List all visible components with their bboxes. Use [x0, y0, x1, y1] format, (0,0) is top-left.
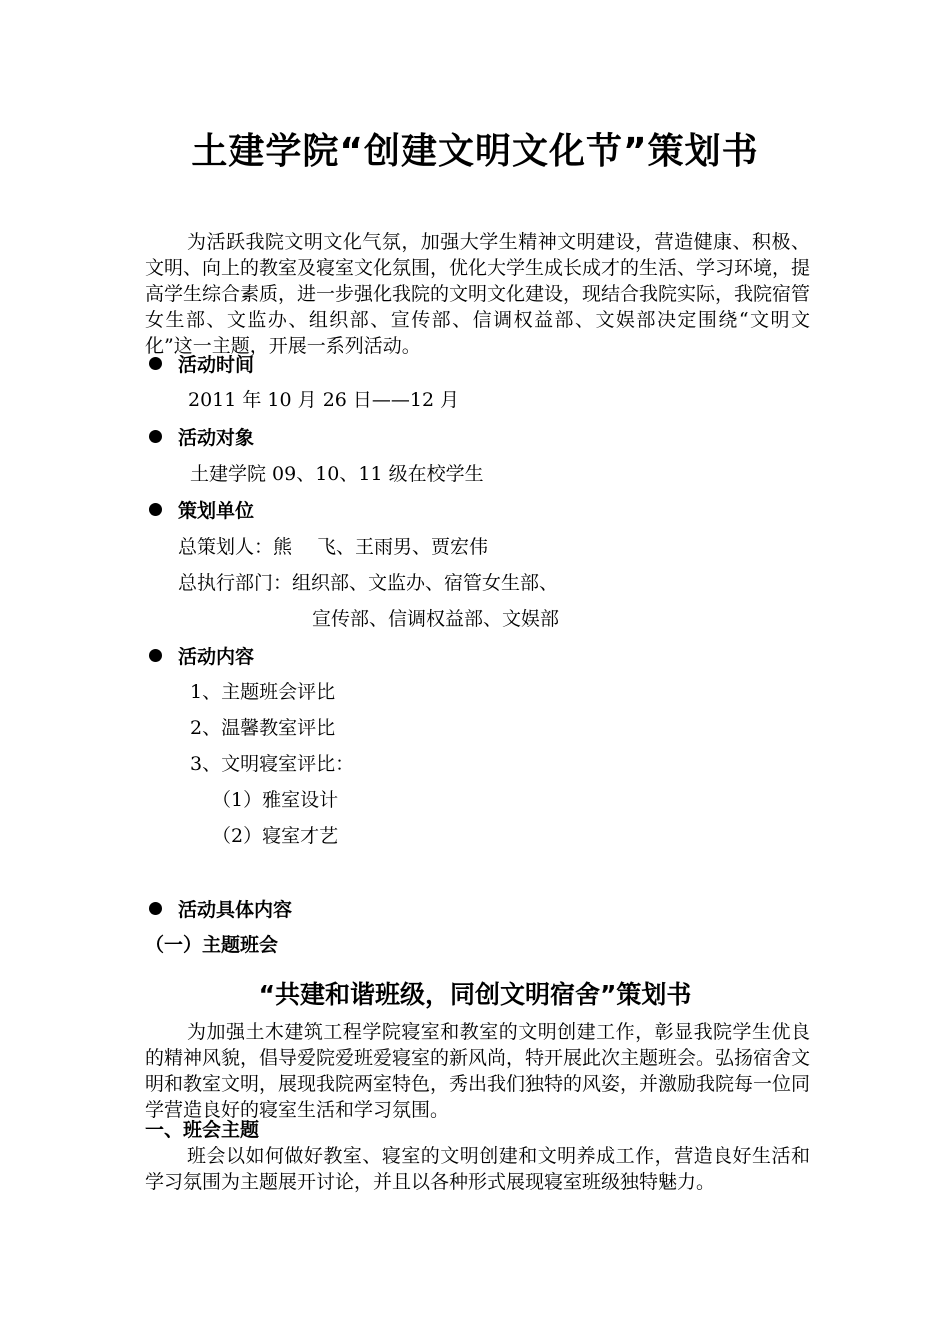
executor-line-1: 总执行部门：组织部、文监办、宿管女生部、	[178, 572, 559, 594]
content-subitem: （2）寝室才艺	[212, 825, 339, 847]
bullet-icon	[149, 430, 162, 443]
section-organizer-heading: 策划单位	[178, 499, 255, 522]
bullet-icon	[149, 902, 162, 915]
section-content-heading: 活动内容	[178, 645, 255, 668]
activity-target-value: 土建学院 09、10、11 级在校学生	[190, 463, 484, 485]
section-target	[145, 421, 254, 451]
plan-title: “共建和谐班级，同创文明宿舍”策划书	[258, 980, 692, 1009]
content-item: 3、文明寝室评比：	[190, 753, 355, 775]
bullet-icon	[149, 503, 162, 516]
section-time-heading: 活动时间	[178, 353, 255, 376]
intro-paragraph: 为活跃我院文明文化气氛，加强大学生精神文明建设，营造健康、积极、文明、向上的教室及寝室文化氛围，优化大学生成长成才的生活、学习环境，提高学生综合素质，进一步强化我院的文明文化建设，现结合我院实际，我院宿管女生部、文监办、组织部、宣传部、信调权益部、文娱部决定围绕“文明文化”这一主题，开展一系列活动。	[145, 231, 811, 357]
section-target-heading: 活动对象	[178, 426, 255, 449]
bullet-icon	[149, 649, 162, 662]
chief-planner: 总策划人：熊 飞、王雨男、贾宏伟	[178, 536, 489, 558]
section-time	[145, 348, 254, 378]
section-organizer	[145, 494, 254, 524]
activity-time-value: 2011 年 10 月 26 日——12 月	[188, 389, 460, 411]
executor-line-2: 宣传部、信调权益部、文娱部	[312, 608, 560, 630]
section-details-heading: 活动具体内容	[178, 898, 293, 921]
part-one-heading: （一）主题班会	[145, 934, 279, 956]
content-item: 2、温馨教室评比	[190, 717, 336, 739]
content-subitem: （1）雅室设计	[212, 789, 339, 811]
content-item: 1、主题班会评比	[190, 681, 336, 703]
section-details	[145, 893, 292, 923]
section-content	[145, 640, 254, 670]
meeting-theme-paragraph: 班会以如何做好教室、寝室的文明创建和文明养成工作，营造良好生活和学习氛围为主题展开讨论，并且以各种形式展现寝室班级独特魅力。	[145, 1145, 810, 1193]
plan-intro-paragraph: 为加强土木建筑工程学院寝室和教室的文明创建工作，彰显我院学生优良的精神风貌，倡导爱院爱班爱寝室的新风尚，特开展此次主题班会。弘扬宿舍文明和教室文明，展现我院两室特色，秀出我们独特的风姿，并激励我院每一位同学营造良好的寝室生活和学习氛围。	[145, 1021, 811, 1121]
document-title: 土建学院“创建文明文化节”策划书	[191, 131, 759, 172]
bullet-icon	[149, 357, 162, 370]
meeting-theme-heading: 一、班会主题	[145, 1119, 260, 1141]
